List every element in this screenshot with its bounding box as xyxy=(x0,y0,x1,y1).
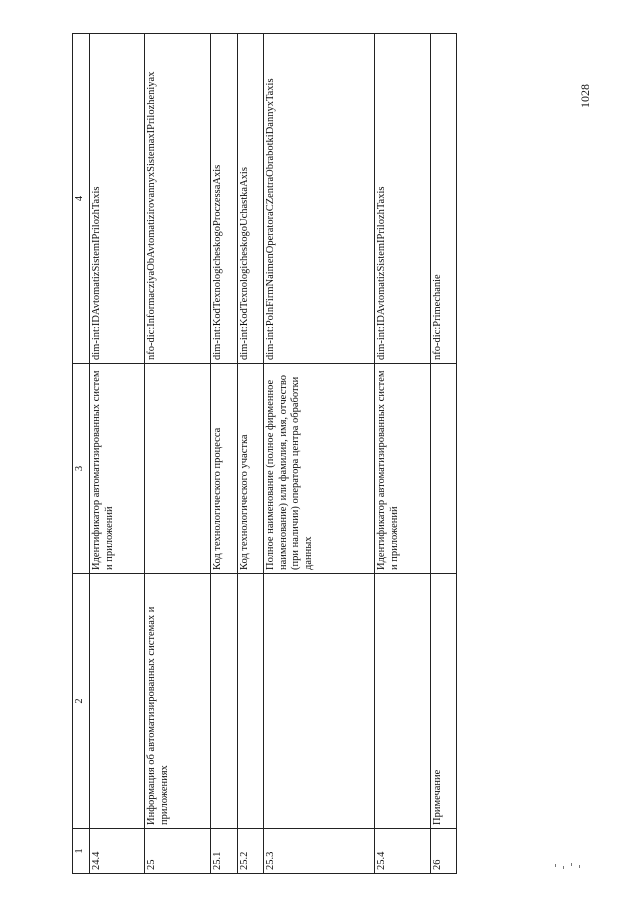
element-code: nfo-dic:InformacziyaObAvtomatizirovannyxSistemaxIPrilozheniyax xyxy=(145,34,211,364)
row-number: 25.3 xyxy=(264,829,375,874)
element-description: Код технологического участка xyxy=(237,364,263,574)
section-name xyxy=(90,574,145,829)
section-name xyxy=(264,574,375,829)
section-name xyxy=(375,574,430,829)
column-header-3: 3 xyxy=(73,364,90,574)
table-row xyxy=(211,34,237,874)
section-name xyxy=(237,574,263,829)
table-row xyxy=(264,34,375,874)
table-row xyxy=(237,34,263,874)
element-code: dim-int:PolnFirmNaimenOperatoraCZentraObrabotkiDannyxTaxis xyxy=(264,34,375,364)
row-number: 24.4 xyxy=(90,829,145,874)
section-name: Информация об автоматизированных системах и приложениях xyxy=(145,574,211,829)
element-description: Полное наименование (полное фирменное наименование) или фамилия, имя, отчество (при наличии) оператора центра обработки данных xyxy=(264,364,375,574)
row-number: 25.2 xyxy=(237,829,263,874)
element-description xyxy=(430,364,456,574)
data-table xyxy=(72,33,457,874)
row-number: 25.1 xyxy=(211,829,237,874)
row-number: 26 xyxy=(430,829,456,874)
row-number: 25 xyxy=(145,829,211,874)
element-description: Идентификатор автоматизированных систем и приложений xyxy=(375,364,430,574)
column-header-4: 4 xyxy=(73,34,90,364)
element-code: dim-int:IDAvtomatizSistemIPrilozhTaxis xyxy=(90,34,145,364)
column-header-2: 2 xyxy=(73,574,90,829)
element-code: dim-int:KodTexnologicheskogoProczessaAxis xyxy=(211,34,237,364)
table-header-row xyxy=(73,34,90,874)
scan-artifact-marks xyxy=(553,862,583,874)
section-name: Примечание xyxy=(430,574,456,829)
rotated-table-container xyxy=(72,34,457,874)
element-description: Идентификатор автоматизированных систем и приложений xyxy=(90,364,145,574)
element-code: dim-int:KodTexnologicheskogoUchastkaAxis xyxy=(237,34,263,364)
page-number: 1028 xyxy=(578,84,592,108)
row-number: 25.4 xyxy=(375,829,430,874)
section-name xyxy=(211,574,237,829)
table-row xyxy=(430,34,456,874)
table-row xyxy=(145,34,211,874)
element-code: nfo-dic:Primechanie xyxy=(430,34,456,364)
column-header-1: 1 xyxy=(73,829,90,874)
element-description: Код технологического процесса xyxy=(211,364,237,574)
table-row xyxy=(375,34,430,874)
element-code: dim-int:IDAvtomatizSistemIPrilozhTaxis xyxy=(375,34,430,364)
element-description xyxy=(145,364,211,574)
table-row xyxy=(90,34,145,874)
